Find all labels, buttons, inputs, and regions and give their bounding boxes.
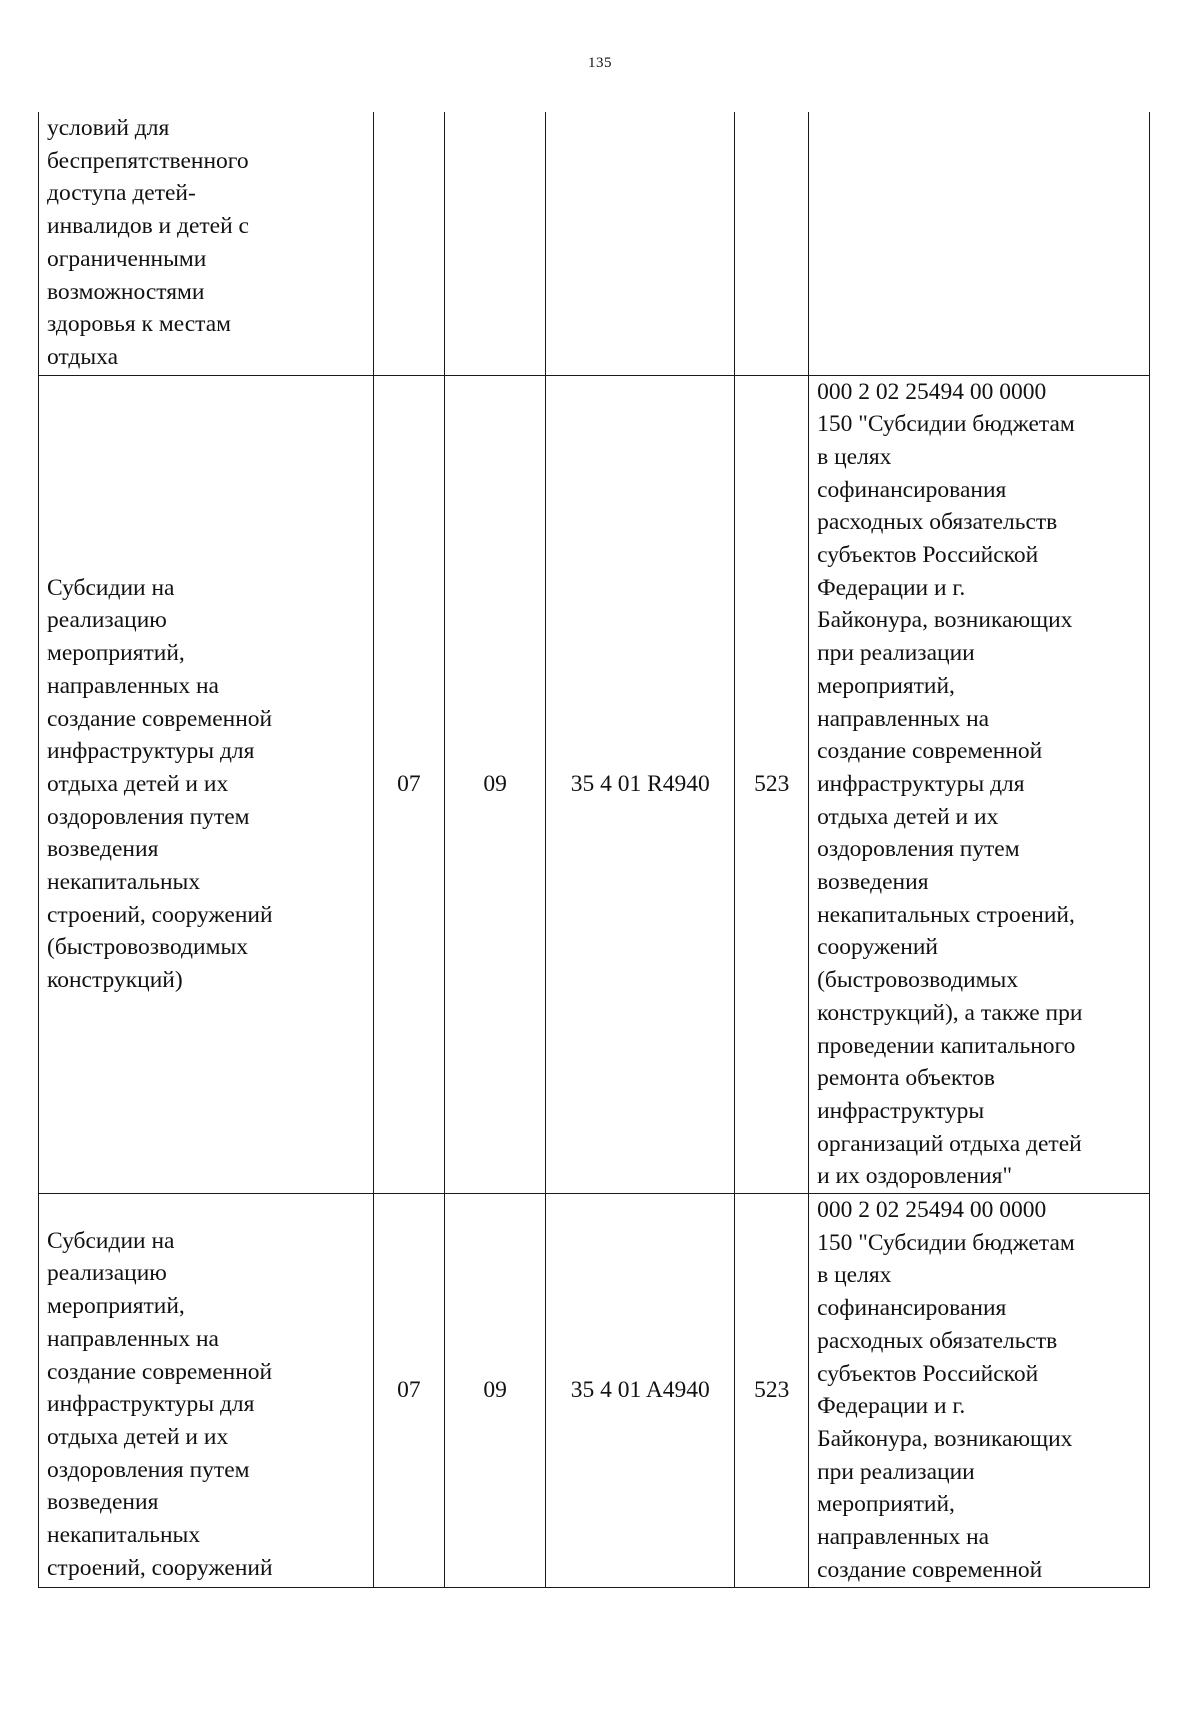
row-name-cell	[39, 112, 374, 375]
target-code: 35 4 01 R4940	[570, 770, 710, 797]
row-name: Субсидии на реализацию мероприятий, направленных на создание современной инфраструктуры для отдыха детей и их оздоровления путем возведения некапитальных строений, сооружений	[47, 1227, 273, 1581]
expense-type-cell	[735, 375, 809, 1194]
expense-type: 523	[754, 770, 790, 797]
section-cell	[373, 1194, 445, 1587]
row-name-cell	[39, 375, 374, 1194]
section-code: 07	[397, 770, 421, 797]
revenue-code-cell	[809, 112, 1150, 375]
revenue-code-cell	[809, 375, 1150, 1194]
target-code-cell	[546, 375, 735, 1194]
row-name-cell	[39, 1194, 374, 1587]
expense-type-cell	[735, 1194, 809, 1587]
row-name: условий для беспрепятственного доступа детей- инвалидов и детей с ограниченными возможностями здоровья к местам отдыха	[47, 115, 249, 370]
section-cell	[373, 375, 445, 1194]
revenue-code-text: 000 2 02 25494 00 0000 150 "Субсидии бюджетам в целях софинансирования расходных обязательств субъектов Российской Федерации и г. Байконура, возникающих при реализации мероприятий, направленных на создание современной	[817, 1197, 1075, 1583]
table-row	[39, 1194, 1150, 1587]
page-number: 135	[588, 55, 612, 71]
subsection-cell	[445, 1194, 546, 1587]
subsection-cell	[445, 375, 546, 1194]
section-code: 07	[397, 1376, 421, 1403]
subsection-code: 09	[483, 1376, 507, 1403]
target-code-cell	[546, 1194, 735, 1587]
table-row	[39, 112, 1150, 375]
target-code-cell	[546, 112, 735, 375]
expense-type: 523	[754, 1376, 790, 1403]
subsection-cell	[445, 112, 546, 375]
revenue-code-text: 000 2 02 25494 00 0000 150 "Субсидии бюджетам в целях софинансирования расходных обязательств субъектов Российской Федерации и г. Байконура, возникающих при реализации мероприятий, направленных на создание современной инфраструктуры для отдыха детей и их оздоровления путем возведения некапитальных строений, сооружений (быстровозводимых конструкций), а также при проведении капитального ремонта объектов инфраструктуры организаций отдыха детей и их оздоровления"	[817, 378, 1083, 1190]
target-code: 35 4 01 A4940	[570, 1376, 710, 1403]
subsection-code: 09	[483, 770, 507, 797]
expense-type-cell	[735, 112, 809, 375]
section-cell	[373, 112, 445, 375]
budget-table	[38, 112, 1150, 1588]
revenue-code-cell	[809, 1194, 1150, 1587]
row-name: Субсидии на реализацию мероприятий, направленных на создание современной инфраструктуры для отдыха детей и их оздоровления путем возведения некапитальных строений, сооружений (быстровозводимых конструкций)	[47, 574, 273, 994]
table-row	[39, 375, 1150, 1194]
